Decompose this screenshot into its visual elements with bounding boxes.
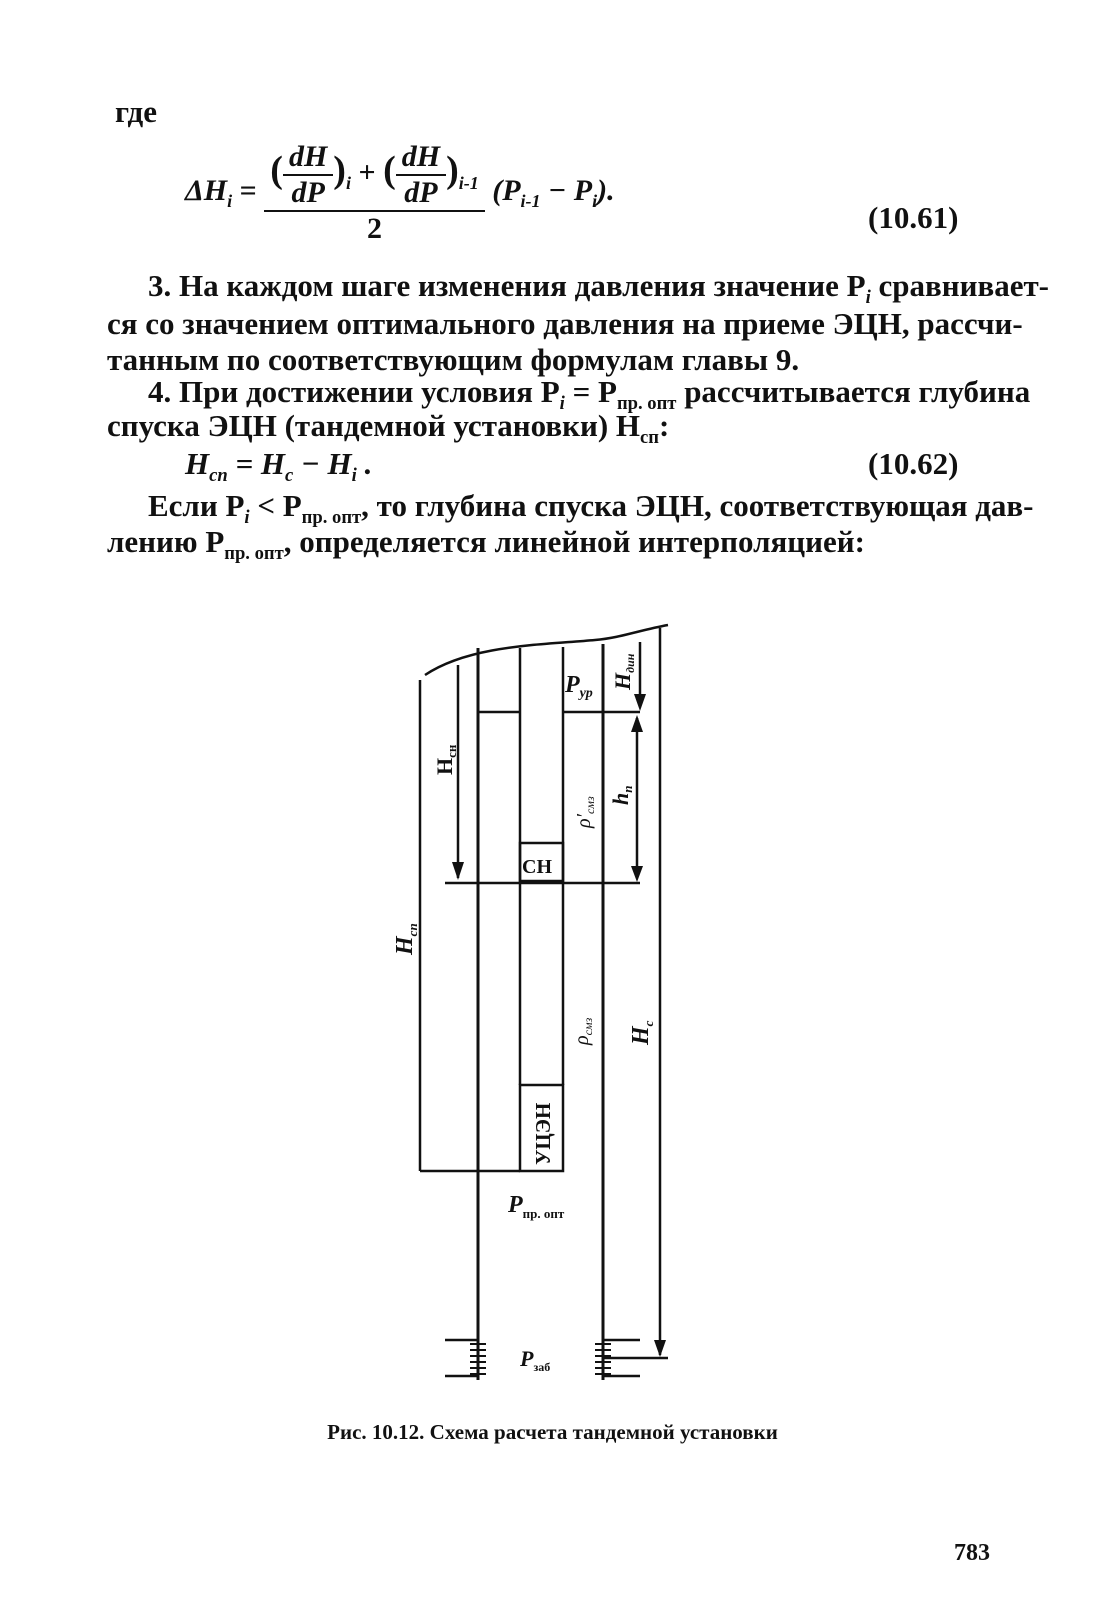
h-sn-arrowhead: [452, 862, 464, 880]
formula-eq: =: [239, 173, 257, 207]
item4-line1: 4. При достижении условия $P_i = P_{пр. опт}$ рассчитывается глубина: [148, 374, 1031, 415]
equation-number-10-61: (10.61): [868, 200, 959, 235]
formula-tail: $(P_{i-1} - P_i)$.: [492, 173, 615, 211]
label-p-pr-opt: $P_{пр. опт}$: [508, 1192, 565, 1221]
label-p-zab: $P_{заб}$: [520, 1346, 551, 1374]
figure-caption: Рис. 10.12. Схема расчета тандемной установки: [327, 1420, 778, 1444]
h-din-arrowhead: [634, 694, 646, 711]
formula-10-62: $H_{сп} = H_с - H_i$ .: [185, 446, 373, 487]
label-p-ur: $P_{ур}$: [565, 672, 593, 701]
label-h-din: Hдин: [610, 653, 637, 690]
label-h-sn: Hсн: [432, 744, 459, 775]
label-utsen-box: УЦЭН: [531, 1102, 555, 1165]
label-rho: $\rho_{смз}$: [571, 1017, 595, 1045]
item3-line3: танным по соответствующим формулам главы 9.: [107, 342, 800, 377]
label-h-c: $H_с$: [628, 1020, 656, 1045]
item3-line2: ся со значением оптимального давления на приеме ЭЦН, рассчи-: [107, 306, 1023, 341]
h-p-arrowhead-bottom: [631, 866, 643, 882]
h-p-arrowhead-top: [631, 715, 643, 732]
item4-line2: спуска ЭЦН (тандемной установки) $H_{сп}$:: [107, 408, 670, 449]
item3-line1: 3. На каждом шаге изменения давления значение $P_i$ сравнивает-: [148, 268, 1049, 309]
label-h-sp: $H_{сп}$: [392, 923, 420, 955]
intro-word: где: [115, 94, 157, 129]
label-rho-prime: $\rho'_{смз}$: [573, 796, 597, 828]
para-if-line1: Если $P_i < P_{пр. опт}$, то глубина спуска ЭЦН, соответствующая дав-: [148, 488, 1034, 529]
formula-lhs: $\Delta H_i$: [185, 173, 233, 211]
label-h-p: hп: [608, 785, 635, 805]
page-number: 783: [954, 1540, 990, 1566]
h-c-arrowhead: [654, 1340, 666, 1357]
label-sn-box: СН: [522, 856, 552, 878]
para-if-line2: лению $P_{пр. опт}$, определяется линейной интерполяцией:: [107, 524, 865, 565]
formula-fraction: ( $\frac{dH}{dP}$ )$_i$ + ( $\frac{dH}{dP}$ )$_{i-1}$ 2: [264, 140, 484, 246]
equation-number-10-62: (10.62): [868, 446, 959, 481]
